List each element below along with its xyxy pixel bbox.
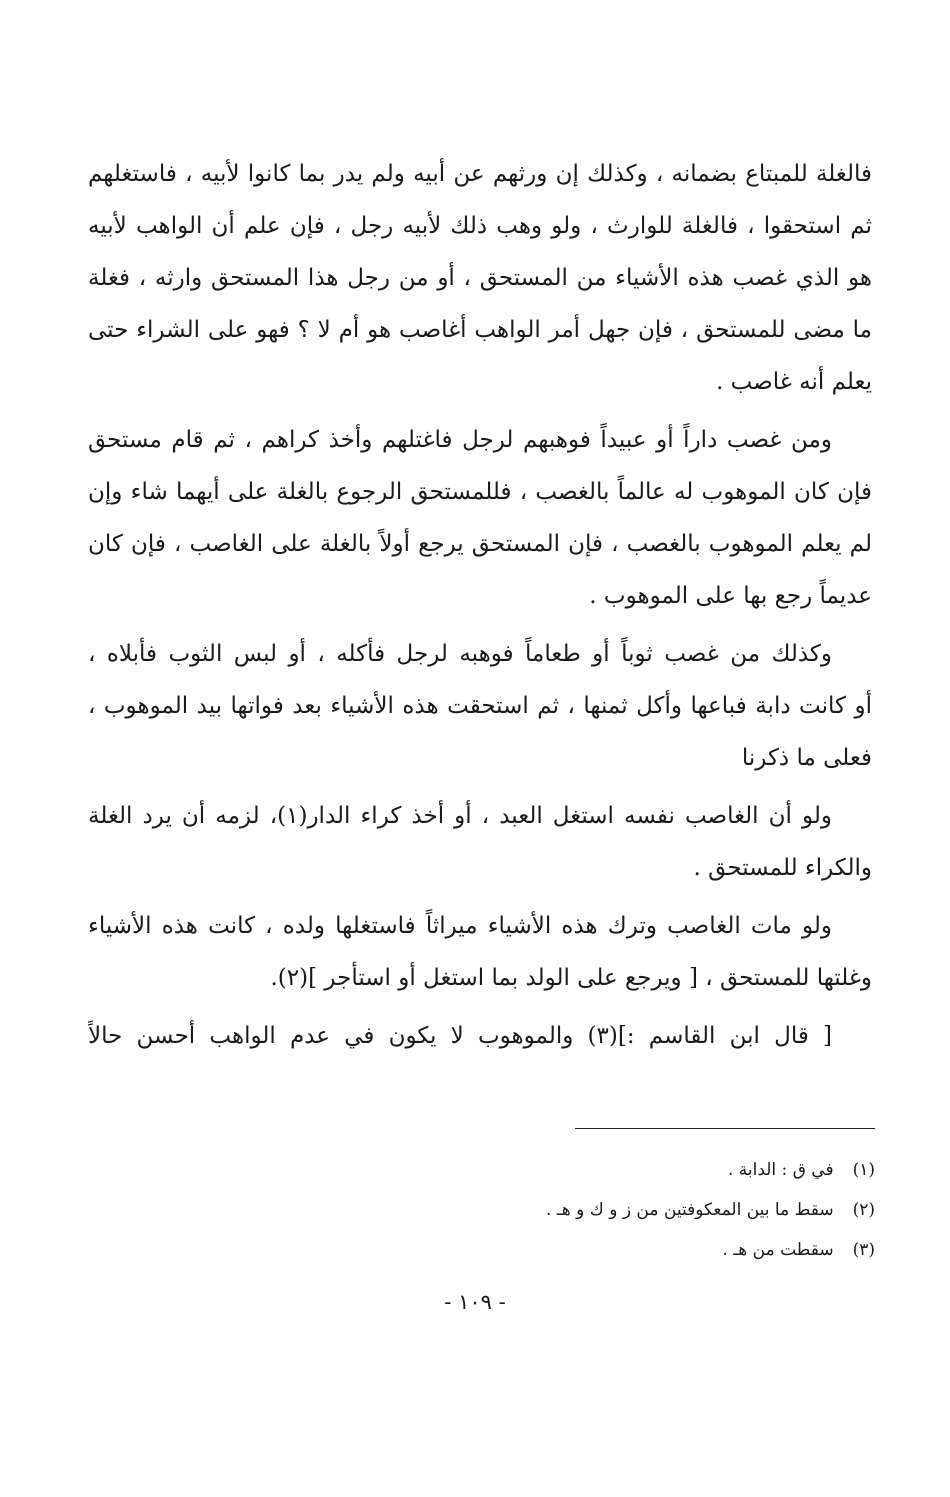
text-line: [ قال ابن القاسم :](٣) والموهوب لا يكون في عدم الواهب أحسن حالاً bbox=[88, 1023, 832, 1049]
text-line: ولو أن الغاصب نفسه استغل العبد ، أو أخذ كراء الدار(١)، لزمه أن يرد الغلة bbox=[88, 803, 833, 829]
footnote-text: في ق : الدابة . bbox=[727, 1160, 834, 1180]
text-line: وكذلك من غصب ثوباً أو طعاماً فوهبه لرجل فأكله ، أو لبس الثوب فأبلاه ، bbox=[88, 641, 832, 667]
text-line: لم يعلم الموهوب بالغصب ، فإن المستحق يرجع أولاً بالغلة على الغاصب ، فإن كان bbox=[88, 531, 872, 557]
paragraph-6 bbox=[88, 1010, 872, 1062]
footnote-number: (١) bbox=[852, 1160, 875, 1180]
footnote-3 bbox=[275, 1230, 875, 1270]
footnote-text: سقطت من هـ . bbox=[722, 1240, 834, 1260]
paragraph-4 bbox=[88, 790, 872, 894]
paragraph-5 bbox=[88, 900, 872, 1004]
footnote-text: سقط ما بين المعكوفتين من ز و ك و هـ . bbox=[546, 1200, 834, 1220]
footnote-number: (٣) bbox=[852, 1240, 875, 1260]
footnote-2 bbox=[275, 1190, 875, 1230]
text-line: ومن غصب داراً أو عبيداً فوهبهم لرجل فاغتلهم وأخذ كراهم ، ثم قام مستحق bbox=[88, 427, 832, 453]
text-line: عديماً رجع بها على الموهوب . bbox=[589, 583, 872, 609]
text-line: فإن كان الموهوب له عالماً بالغصب ، فللمستحق الرجوع بالغلة على أيهما شاء وإن bbox=[88, 479, 872, 505]
text-line: فعلى ما ذكرنا bbox=[741, 745, 872, 771]
footnote-1 bbox=[275, 1150, 875, 1190]
text-line: يعلم أنه غاصب . bbox=[716, 369, 872, 395]
paragraph-1 bbox=[88, 148, 872, 408]
text-line: ما مضى للمستحق ، فإن جهل أمر الواهب أغاصب هو أم لا ؟ فهو على الشراء حتى bbox=[88, 317, 872, 343]
text-line: أو كانت دابة فباعها وأكل ثمنها ، ثم استحقت هذه الأشياء بعد فواتها بيد الموهوب ، bbox=[88, 693, 872, 719]
paragraph-2 bbox=[88, 414, 872, 622]
text-line: والكراء للمستحق . bbox=[693, 855, 872, 881]
footnote-divider bbox=[575, 1128, 875, 1129]
text-line: هو الذي غصب هذه الأشياء من المستحق ، أو من رجل هذا المستحق وارثه ، فغلة bbox=[88, 265, 872, 291]
text-line: ولو مات الغاصب وترك هذه الأشياء ميراثاً فاستغلها ولده ، كانت هذه الأشياء bbox=[88, 913, 832, 939]
paragraph-3 bbox=[88, 628, 872, 784]
footnote-number: (٢) bbox=[852, 1200, 875, 1220]
text-line: وغلتها للمستحق ، [ ويرجع على الولد بما استغل أو استأجر ](٢). bbox=[270, 965, 872, 991]
page-number: - ١٠٩ - bbox=[444, 1290, 506, 1314]
text-line: فالغلة للمبتاع بضمانه ، وكذلك إن ورثهم عن أبيه ولم يدر بما كانوا لأبيه ، فاستغلهم bbox=[88, 161, 872, 187]
text-line: ثم استحقوا ، فالغلة للوارث ، ولو وهب ذلك لأبيه رجل ، فإن علم أن الواهب لأبيه bbox=[88, 213, 872, 239]
footnotes bbox=[275, 1150, 875, 1270]
main-text bbox=[88, 148, 872, 1068]
